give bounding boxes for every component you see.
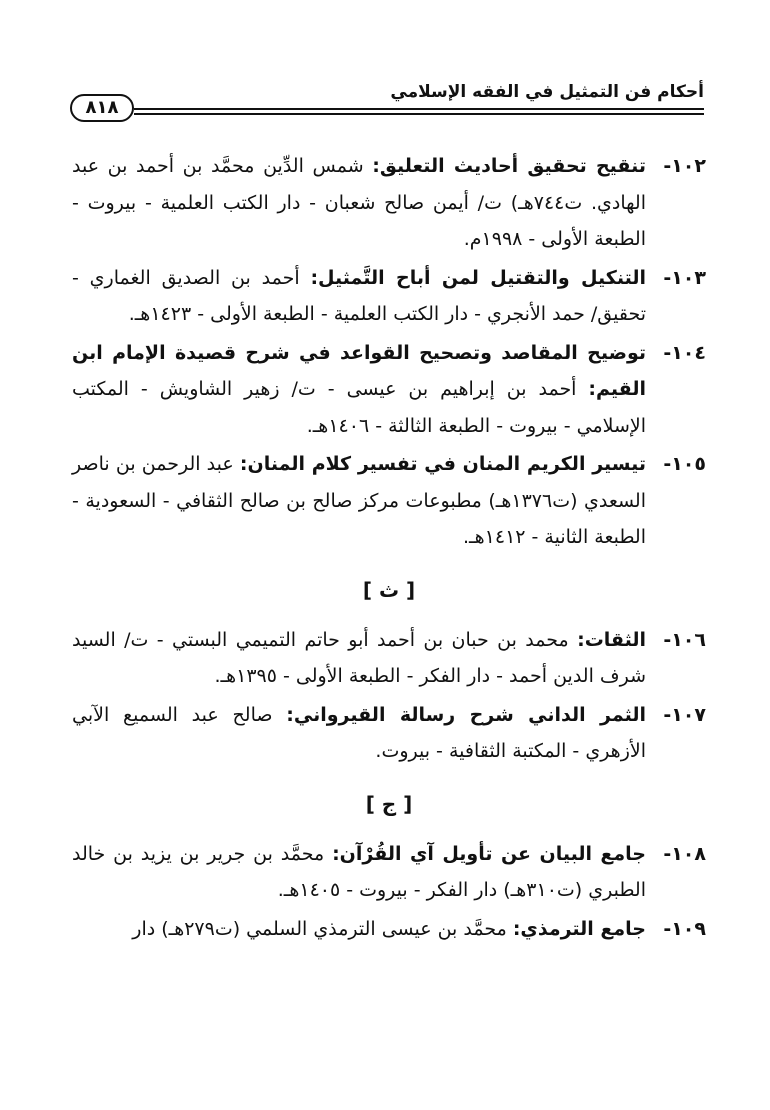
bibliography-entry-103 <box>72 260 706 333</box>
entry-number: ١٠٦- <box>663 628 706 651</box>
page-number: ٨١٨ <box>70 94 134 122</box>
entry-number: ١٠٩- <box>663 917 706 940</box>
entry-text: محمَّد بن جرير بن يزيد بن خالد الطبري (ت٣١٠هـ) دار الفكر - بيروت - ١٤٠٥هـ. <box>72 842 646 901</box>
entry-text: صالح عبد السميع الآبي الأزهري - المكتبة الثقافية - بيروت. <box>72 703 646 762</box>
bibliography-entry-106 <box>72 622 706 695</box>
entry-number: ١٠٤- <box>663 341 706 364</box>
bibliography-entry-109 <box>72 911 706 948</box>
header-left-rule <box>134 108 144 115</box>
entry-text: محمَّد بن عيسى الترمذي السلمي (ت٢٧٩هـ) دار <box>132 917 513 940</box>
entry-title: توضيح المقاصد وتصحيح القواعد في شرح قصيدة الإمام ابن القيم: <box>72 341 646 400</box>
entry-text: شمس الدِّين محمَّد بن أحمد بن عبد الهادي. ت٧٤٤هـ) ت/ أيمن صالح شعبان - دار الكتب العلمية - بيروت - الطبعة الأولى - ١٩٩٨م. <box>72 155 647 250</box>
entry-title: جامع الترمذي: <box>512 917 646 940</box>
entry-title: التنكيل والتقتيل لمن أباح التَّمثيل: <box>310 266 646 289</box>
entry-number: ١٠٨- <box>663 842 706 865</box>
bibliography-entry-108 <box>72 836 706 909</box>
entry-number: ١٠٣- <box>663 266 706 289</box>
bibliography-entry-102 <box>72 148 706 258</box>
entry-title: الثقات: <box>577 628 646 651</box>
entry-text: عبد الرحمن بن ناصر السعدي (ت١٣٧٦هـ) مطبوعات مركز صالح بن صالح الثقافي - السعودية - الطبعة الثانية - ١٤١٢هـ. <box>72 453 646 548</box>
section-heading-jim: [ ج ] <box>365 791 413 816</box>
entry-number: ١٠٢- <box>663 155 706 177</box>
bibliography-entry-104 <box>72 335 706 445</box>
entry-title: تيسير الكريم المنان في تفسير كلام المنان: <box>239 453 646 475</box>
entry-title: الثمر الداني شرح رسالة القيرواني: <box>286 703 646 726</box>
entry-title: جامع البيان عن تأويل آي القُرْآن: <box>332 842 646 865</box>
bibliography-entry-107 <box>72 697 706 770</box>
header-double-rule <box>142 108 704 115</box>
entry-title: تنقيح تحقيق أحاديث التعليق: <box>372 155 647 177</box>
page-header <box>70 78 704 118</box>
entry-text: محمد بن حبان بن أحمد أبو حاتم التميمي البستي - ت/ السيد شرف الدين أحمد - دار الفكر - الطبعة الأولى - ١٣٩٥هـ. <box>72 628 646 687</box>
bibliography-entry-105 <box>72 446 706 556</box>
bibliography-content <box>72 148 706 949</box>
book-title: أحكام فن التمثيل في الفقه الإسلامي <box>390 82 704 102</box>
entry-text: أحمد بن الصديق الغماري - تحقيق/ حمد الأنجري - دار الكتب العلمية - الطبعة الأولى - ١٤٢٣هـ. <box>72 266 646 325</box>
entry-number: ١٠٥- <box>663 453 706 475</box>
entry-text: أحمد بن إبراهيم بن عيسى - ت/ زهير الشاويش - المكتب الإسلامي - بيروت - الطبعة الثالثة - ١٤٠٦هـ. <box>72 378 646 437</box>
section-heading-tha: [ ث ] <box>362 577 416 602</box>
entry-number: ١٠٧- <box>663 703 706 726</box>
